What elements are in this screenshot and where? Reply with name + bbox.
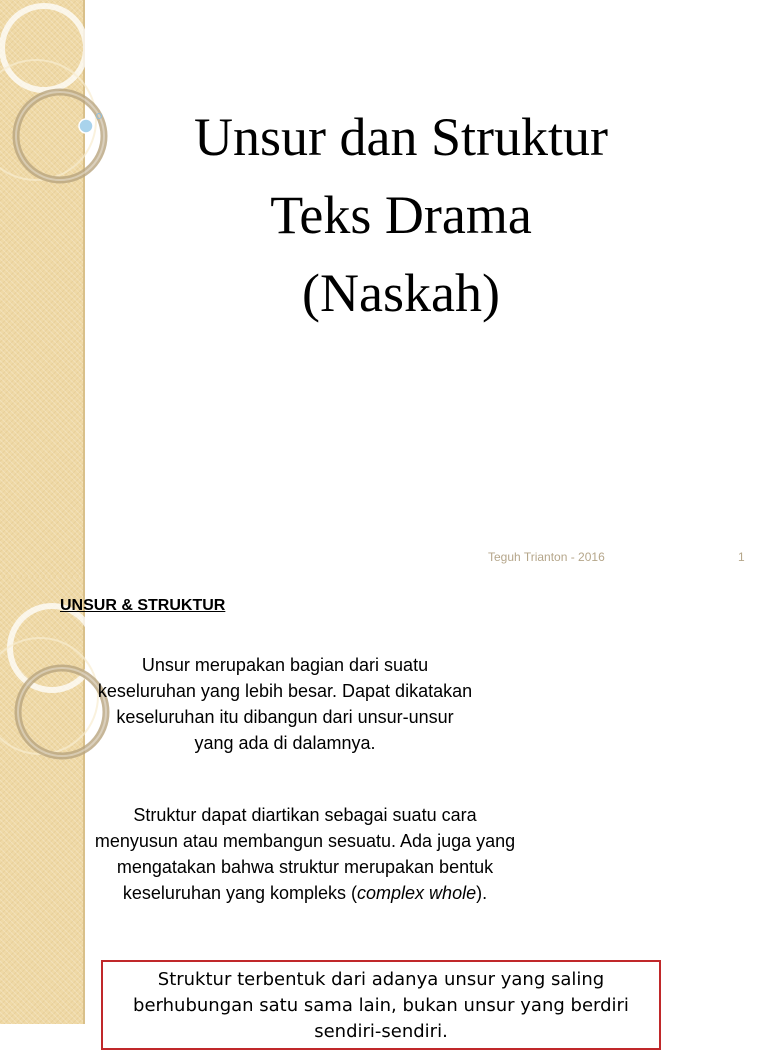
title-line-2: Teks Drama — [270, 185, 532, 245]
page-number: 1 — [738, 550, 745, 564]
note-line: berhubungan satu sama lain, bukan unsur yang berdiri — [133, 995, 629, 1016]
section-heading: UNSUR & STRUKTUR — [60, 597, 226, 614]
paragraph-unsur — [40, 652, 530, 756]
paragraph-line: menyusun atau membangun sesuatu. Ada juga yang — [94, 831, 516, 851]
paragraph-line: keseluruhan itu dibangun dari unsur-unsur — [116, 707, 454, 727]
decorative-ring-top — [2, 6, 86, 90]
title-line-3: (Naskah) — [302, 263, 500, 323]
text-segment: ). — [476, 883, 488, 903]
note-line: Struktur terbentuk dari adanya unsur yang saling — [157, 969, 605, 990]
title-line-1: Unsur dan Struktur — [194, 107, 608, 167]
footer-author: Teguh Trianton - 2016 — [488, 550, 605, 564]
note-text — [103, 967, 659, 1045]
italic-term: complex whole — [357, 883, 477, 903]
decorative-rings — [0, 576, 160, 1024]
content-slide — [0, 576, 768, 1042]
paragraph-line: yang ada di dalamnya. — [194, 733, 376, 753]
note-line: sendiri-sendiri. — [314, 1021, 448, 1042]
slide-title — [96, 98, 706, 332]
paragraph-line: Unsur merupakan bagian dari suatu — [141, 655, 429, 675]
paragraph-line: keseluruhan yang lebih besar. Dapat dikatakan — [97, 681, 473, 701]
paragraph-line: Struktur dapat diartikan sebagai suatu cara — [133, 805, 477, 825]
definition-note-box — [101, 960, 661, 1050]
decorative-ring-highlight — [16, 92, 104, 180]
paragraph-struktur — [40, 802, 570, 906]
text-segment: keseluruhan yang kompleks ( — [122, 883, 358, 903]
paragraph-line-last — [40, 880, 570, 906]
paragraph-line: mengatakan bahwa struktur merupakan bentuk — [116, 857, 494, 877]
decorative-bubble-large — [79, 119, 93, 133]
